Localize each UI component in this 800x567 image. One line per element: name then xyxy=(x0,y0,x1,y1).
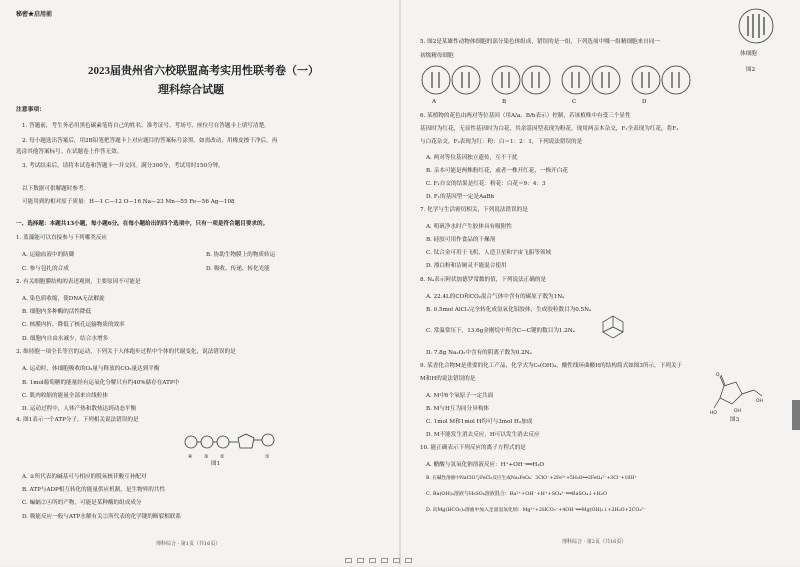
note-line: 选涂其他答案标号。在试题卷上作答无效。 xyxy=(16,149,123,155)
option: A. 明矾净水时产生胶体具有吸附性 xyxy=(426,224,512,230)
note-line: 3. 考试结束后，请将本试卷和答题卡一并交回。满分300分，考试用时150分钟。 xyxy=(22,163,224,169)
option: B. 硅胶可用作食品的干燥剂 xyxy=(426,237,496,243)
question-stem: 9. 某香化合物M是重要的化工产品，化学式为C₆(OH)₄，酸性线环曲酸H的结构简式如图3所示，下列关于 xyxy=(420,363,683,369)
svg-text:①: ① xyxy=(265,454,270,460)
svg-text:OH: OH xyxy=(756,399,763,404)
question-stem: 6. 某植物的花色由两对等位基因（用A/a、B/b表示）控制，若该植株中有受三个显性 xyxy=(420,113,631,119)
option: D. 向Mg(HCO₃)₂溶液中加入足量氢氧化钠：Mg²⁺+2HCO₃⁻+4OH⁻══Mg(OH)₂↓+2H₂O+2CO₃²⁻ xyxy=(426,508,646,513)
option: C. 参与包扎的合成 xyxy=(22,266,69,272)
option: C. 肌肉收缩的能量全部来自线粒体 xyxy=(22,393,108,399)
question-stem: 8. Nₐ表示阿伏加德罗常数的值，下列说法正确的是 xyxy=(420,277,547,283)
note-line: 1. 答题前，考生务必用黑色碳素笔将自己的姓名、准考证号、考场号、座位号在答题卡上填写清楚。 xyxy=(22,123,270,129)
ribose-shape xyxy=(238,434,254,448)
page-footer: 理科综合 · 第1页（共16页） xyxy=(156,541,221,547)
option: D. 细胞内自由水减少，结合水增多 xyxy=(22,336,109,342)
svg-text:②: ② xyxy=(220,454,225,460)
option: D. 吸能反应一般与ATP水解有关②所代表的化学键的断裂相联系 xyxy=(22,514,181,520)
option: D. 漂白粉和洁厕灵不能混合使用 xyxy=(426,263,507,269)
right-page xyxy=(412,0,780,565)
option: A. 染色质收缩，使DNA无法解旋 xyxy=(22,296,105,302)
svg-text:④: ④ xyxy=(188,454,193,460)
section-heading: 一、选择题：本题共13小题，每小题6分。在每小题给出的四个选项中，只有一项是符合题目要求的。 xyxy=(16,221,269,227)
svg-text:O: O xyxy=(716,373,720,378)
phosphate-circle xyxy=(185,436,197,448)
option: A. 运动时，体细胞吸收的O₂量与释放的CO₂量达到平衡 xyxy=(22,366,160,372)
figure-label: 图1 xyxy=(211,461,221,467)
option: D. 吸收、传递、转化光能 xyxy=(206,266,270,272)
option: B. ATP与ADP相互转化的能量供应机制，是生物界的共性 xyxy=(22,487,166,493)
option: D. 7.8g Na₂O₂中含有的阴离子数为0.2Nₐ xyxy=(426,350,532,356)
option: C. 钛合金可用于飞机、人造卫星和宇宙飞船等领域 xyxy=(426,250,552,256)
option: A. ①所代表的碱基可与相应的脱氧核苷酸互补配对 xyxy=(22,474,147,480)
figure-label: 图3 xyxy=(730,417,740,423)
adamantane-figure xyxy=(600,314,626,340)
question-stem: 2. 有关细胞膜结构的表述观则，主要原因不可能是 xyxy=(16,279,141,285)
fig2-options xyxy=(416,64,696,98)
note-line: 2. 每小题选出答案后，用2B铅笔把答题卡上对应题目的答案标号涂黑。如需改动，用橡皮擦干净后，再 xyxy=(22,138,278,144)
atomic-masses: 可能用到的相对原子质量：H—1 C—12 O—16 Na—23 Mn—55 Fe—56 Ag—108 xyxy=(22,199,235,205)
page-footer: 理科综合 · 第2页（共16页） xyxy=(562,539,627,545)
option: C. 核膜内折，降低了核孔运输物质的效率 xyxy=(22,322,125,328)
figure-caption: 体细胞 xyxy=(740,51,757,57)
question-stem: 3. 维持胞一项全长等宫的运动，下列关于人体跑步过程中个体的代谢变化，说法错误的是 xyxy=(16,349,236,355)
adenine-circle xyxy=(262,434,274,446)
question-stem: 初级精母细胞 xyxy=(420,53,454,59)
option: B. 协助生物膜上的物质转运 xyxy=(206,252,276,258)
question-stem: 与白花杂交，F₂表现为红：粉：白＝1：2：1，下列说法错误的是 xyxy=(420,139,583,145)
option: A. 运输血液中的防御 xyxy=(22,252,75,258)
option: B. 1mol葡萄糖的能量经有运氧化分解只有约40%储存在ATP中 xyxy=(22,380,180,386)
figure-label: 图2 xyxy=(746,67,756,73)
option: C. 常温常压下，13.6g金刚烷中所含C—C键的数目为1.2Nₐ xyxy=(426,328,575,334)
option-letter: C xyxy=(572,99,577,105)
data-intro: 以下数据可供解题时参考。 xyxy=(22,186,90,192)
option-letter: B xyxy=(502,99,507,105)
option: C. 1mol M和1mol H均可与3mol H₂加成 xyxy=(426,419,533,425)
option: A. 醋酸与氢氧化钠溶液反应：H⁺+OH⁻══H₂O xyxy=(426,462,545,468)
option: C. 蝙蝠②④所的产物，可能是某种酶的组成成分 xyxy=(22,500,142,506)
option: B. M与H互为同分异构体 xyxy=(426,406,490,412)
option: B. 在碱性溶液中NaClO与FeCl₂反应生成Na₂FeO₄：3ClO⁻+2Fe³⁺+5H₂O══2FeO₄²⁻+3Cl⁻+10H⁺ xyxy=(426,476,637,481)
question-stem: 4. 图1表示一个ATP分子，下列相关说法错误的是 xyxy=(16,417,139,423)
option: B. 细胞内多种酶的活性降低 xyxy=(22,309,92,315)
left-page xyxy=(16,0,388,565)
registration-marks xyxy=(345,548,417,567)
secret-label: 秘密★启用前 xyxy=(16,11,53,18)
page-fold xyxy=(399,0,401,565)
option: B. 0.5mol AlCl₃完全转化成氢氧化铝胶体，生成胶粒数目为0.5Nₐ xyxy=(426,307,592,313)
option: A. 两对等位基因独立遗传，互不干扰 xyxy=(426,155,518,161)
exam-subtitle: 理科综合试题 xyxy=(158,83,224,96)
option-letter: A xyxy=(432,99,437,105)
fig2-cell xyxy=(734,4,778,48)
option: D. 运动过程中，人体产热和散热达到动态平衡 xyxy=(22,406,137,412)
question-stem: 基因时为红花，无显性基因时为白花，其余基因型表现为粉花。现用两亲本杂交，F₁全表现为红花，将F₁ xyxy=(420,126,679,132)
svg-text:HO: HO xyxy=(710,411,717,416)
svg-text:③: ③ xyxy=(204,454,209,460)
question-stem: 7. 化学与生活密切相关，下列说法错误的是 xyxy=(420,207,528,213)
question-stem: 10. 能正确表示下列反应的离子方程式的是 xyxy=(420,445,526,451)
option: D. M不能发生消去反应，H可以发生消去反应 xyxy=(426,432,540,438)
side-tab xyxy=(792,400,800,430)
question-stem: 5. 图2是某雄性动物体细胞的部分染色体组成，错误的是一组，下列选项中哪一组精细胞来自同一 xyxy=(420,39,661,45)
option: C. Ba(OH)₂溶液与H₂SO₄溶液混合：Ba²⁺+OH⁻+H⁺+SO₄²⁻══BaSO₄↓+H₂O xyxy=(426,491,607,497)
option: A. M中6个氧原子一定共面 xyxy=(426,393,494,399)
option: C. F₁自交的结果是红花：粉花：白花＝9：4：3 xyxy=(426,181,546,187)
svg-text:OH: OH xyxy=(734,409,741,414)
option-letter: D xyxy=(642,99,647,105)
atp-figure xyxy=(166,428,286,468)
question-stem: 1. 蓝藻能可以直接参与下列哪类反应 xyxy=(16,235,108,241)
notes-heading: 注意事项： xyxy=(16,107,45,113)
phosphate-circle xyxy=(217,436,229,448)
option: D. F₁的基因型一定是AaBb xyxy=(426,194,495,200)
option: A. 22.4L的CO和CO₂混合气体中含有的碳原子数为1Nₐ xyxy=(426,294,565,300)
phosphate-circle xyxy=(201,436,213,448)
option: B. 亲本可能是两株粉红花，或者一株开红花、一株开白花 xyxy=(426,168,568,174)
question-stem: M和H的说法错误的是 xyxy=(420,376,476,382)
exam-title: 2023届贵州省六校联盟高考实用性联考卷（一） xyxy=(88,65,319,77)
fig3-structure xyxy=(708,372,768,416)
